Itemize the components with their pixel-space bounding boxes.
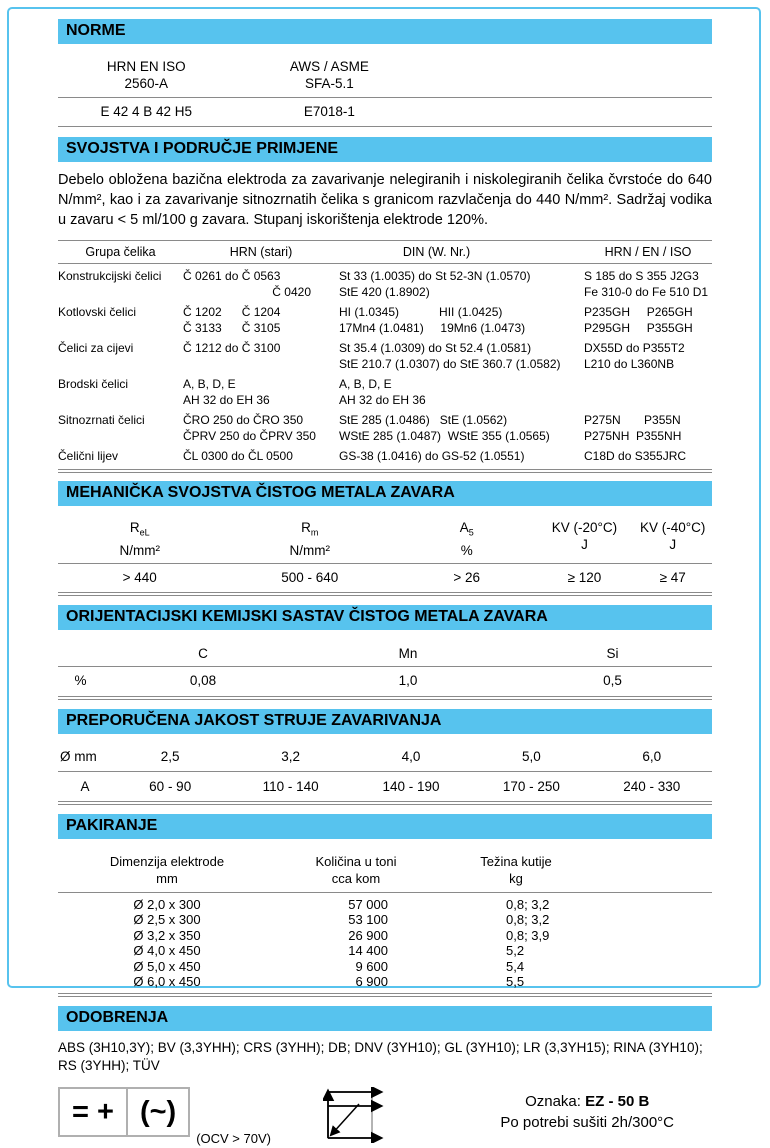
chemical-table-header: C Mn Si: [198, 645, 619, 661]
diameter-row: Ø mm 2,5 3,2 4,0 5,0 6,0: [60, 748, 662, 764]
table-row: Ø 2,5 x 300 53 100 0,8; 3,2: [133, 912, 550, 928]
packing-table: [58, 847, 712, 997]
table-row: Brodski čelici A, B, D, E AH 32 do EH 36 A, B, D, E AH 32 do EH 36: [58, 376, 426, 407]
mechanical-table-header: $R_{eL}$ N/mm² $R_m$ N/mm² $A_5$ % KV (-20°C) J KV (-40°C) J: [119, 520, 706, 558]
mechanical-table: [58, 514, 712, 596]
section-header-kemijski: ORIJENTACIJSKI KEMIJSKI SASTAV ČISTOG METALA ZAVARA: [58, 605, 712, 630]
steel-table-header: Grupa čelika HRN (stari) DIN (W. Nr.) HRN / EN / ISO: [85, 245, 692, 259]
section-header-pakiranje: PAKIRANJE: [58, 814, 712, 839]
ac-current-symbol: (~): [139, 1096, 177, 1129]
norme-col2-header: AWS / ASME SFA-5.1: [289, 59, 369, 91]
section-header-norme: NORME: [58, 19, 712, 44]
table-row: Ø 5,0 x 450 9 600 5,4: [133, 958, 525, 974]
redry-note: Po potrebi sušiti 2h/300°C: [500, 1113, 674, 1131]
section-header-svojstva: SVOJSTVA I PODRUČJE PRIMJENE: [58, 137, 712, 162]
mechanical-table-values: > 440 500 - 640 > 26 ≥ 120 ≥ 47: [122, 569, 686, 585]
oznaka-value: EZ - 50 B: [585, 1092, 650, 1110]
ocv-label: (OCV > 70V): [196, 1130, 271, 1146]
norme-col2-value: E7018-1: [303, 104, 355, 119]
section-header-odobrenja: ODOBRENJA: [58, 1006, 712, 1031]
table-row: Ø 3,2 x 350 26 900 0,8; 3,9: [133, 927, 550, 943]
approvals-text: ABS (3H10,3Y); BV (3,3YHH); CRS (3YHH); DB; DNV (3YH10); GL (3YH10); LR (3,3YH15); RINA (3YH10); RS (3YHH); TÜV: [58, 1039, 703, 1073]
welding-positions-icon: [323, 1087, 385, 1148]
designation-block: [500, 1091, 674, 1133]
datasheet: [58, 19, 712, 1148]
steel-groups-table: [58, 240, 712, 473]
table-row: Ø 6,0 x 450 6 900 5,5: [133, 974, 525, 990]
amperage-row: A 60 - 90 110 - 140 140 - 190 170 - 250 240 - 330: [80, 778, 681, 794]
description-paragraph: Debelo obložena bazična elektroda za zavarivanje nelegiranih i niskolegiranih čelika čvrstoće do 640 N/mm², kao i za zavarivanje sitnozrnatih čelika s granicom razvlačenja do 440 N/mm². Sadržaj vodika u zavaru < 5 ml/100 g zavara. Stupanj iskorištenja elektrode 120%.: [58, 172, 712, 228]
table-row: Ø 2,0 x 300 57 000 0,8; 3,2: [133, 896, 550, 912]
divider: [58, 126, 712, 127]
section-header-struja: PREPORUČENA JAKOST STRUJE ZAVARIVANJA: [58, 709, 712, 734]
oznaka-label: Oznaka:: [525, 1092, 586, 1110]
table-row: Konstrukcijski čelici Č 0261 do Č 0563 Č 0420 St 33 (1.0035) do St 52-3N (1.0570) StE 420 (1.8902) S 185 do S 355 J2G3 Fe 310-0 do Fe 510 D1: [58, 268, 709, 299]
dc-current-symbol: = +: [60, 1089, 128, 1135]
table-row: Čelični lijev ČL 0300 do ČL 0500 GS-38 (1.0416) do GS-52 (1.0551) C18D do S355JRC: [58, 448, 687, 463]
footer: [58, 1087, 712, 1148]
norme-table: [58, 52, 712, 127]
table-row: Kotlovski čelici Č 1202 Č 1204 Č 3133 Č 3105 HI (1.0345) HII (1.0425) 17Mn4 (1.0481) 19Mn6 (1.0473) P235GH P265GH P295GH P355GH: [58, 304, 693, 335]
chemical-table-values: % 0,08 1,0 0,5: [74, 672, 622, 688]
packing-table-header: Dimenzija elektrode mm Količina u toni cca kom Težina kutije kg: [109, 853, 552, 886]
norme-col1-value: E 42 4 B 42 H5: [100, 104, 193, 119]
table-row: Sitnozrnati čelici ČRO 250 do ČRO 350 ČPRV 250 do ČPRV 350 StE 285 (1.0486) StE (1.0562) WStE 285 (1.0487) WStE 355 (1.0565) P275N P355N P275NH P355NH: [58, 412, 682, 443]
table-row: Čelici za cijevi Č 1212 do Č 3100 St 35.4 (1.0309) do St 52.4 (1.0581) StE 210.7 (1.0307) do StE 360.7 (1.0582) DX55D do P355T2 L210 do L360NB: [58, 340, 685, 371]
current-table: [58, 742, 712, 805]
table-row: Ø 4,0 x 450 14 400 5,2: [133, 943, 525, 959]
current-type-icon: [58, 1087, 190, 1137]
norme-col1-header: HRN EN ISO 2560-A: [106, 59, 186, 91]
section-header-mehanicka: MEHANIČKA SVOJSTVA ČISTOG METALA ZAVARA: [58, 481, 712, 506]
chemical-table: [58, 638, 712, 700]
